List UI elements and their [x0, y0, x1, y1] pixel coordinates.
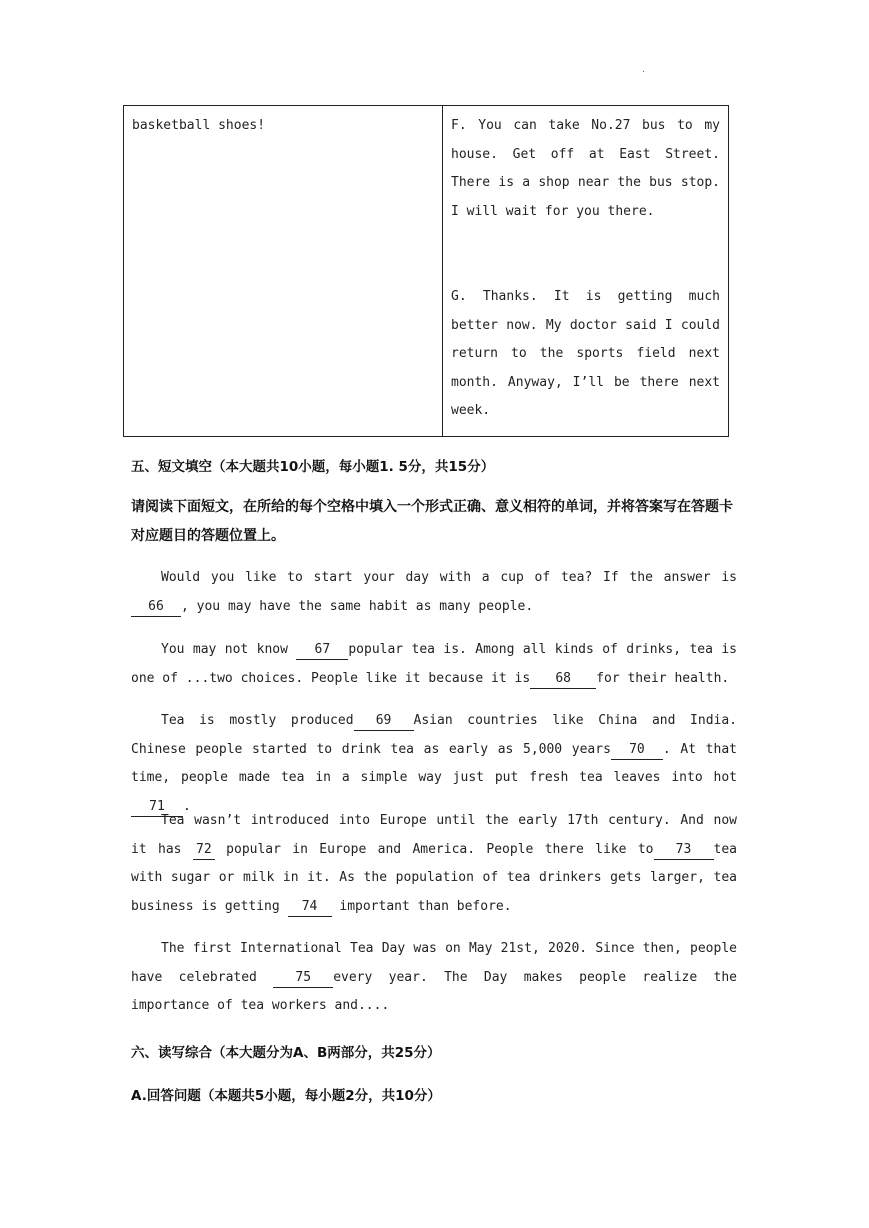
blank-74[interactable]: 74: [288, 898, 332, 917]
section-5-instruction: 请阅读下面短文，在所给的每个空格中填入一个形式正确、意义相符的单词，并将答案写在答题卡对应题目的答题位置上。: [131, 499, 733, 544]
left-cell: [124, 106, 443, 437]
blank-75[interactable]: 75: [273, 969, 333, 988]
option-spacer: [451, 226, 720, 283]
passage-paragraph-5: The first International Tea Day was on May 21st, 2020. Since then, people have celebrated 75 every year. The Day makes people realize the importance of tea workers and....: [131, 941, 737, 1013]
blank-71[interactable]: 71: [131, 798, 183, 817]
corner-mark: .: [642, 64, 646, 75]
passage-paragraph-4: Tea wasn’t introduced into Europe until the early 17th century. And now it has 72 popular in Europe and America. People there like to 73 tea with sugar or milk in it. As the population of tea drinkers gets larger, tea business is getting 74 important than before.: [131, 807, 737, 921]
passage-paragraph-1: Would you like to start your day with a cup of tea? If the answer is66 , you may have the same habit as many people.: [131, 564, 737, 621]
passage-paragraph-2: You may not know 67 popular tea is. Among all kinds of drinks, tea is one of ...two choices. People like it because it is 68 for their health.: [131, 636, 737, 693]
blank-72[interactable]: 72: [193, 841, 215, 860]
section-5-title: 五、短文填空（本大题共10小题，每小题1. 5分，共15分）: [131, 459, 495, 475]
section-6-title: 六、读写综合（本大题分为A、B两部分，共25分）: [131, 1045, 441, 1061]
blank-66[interactable]: 66: [131, 598, 181, 617]
passage-paragraph-3: Tea is mostly produced 69 Asian countries like China and India. Chinese people started to drink tea as early as 5,000 years 70 . At that time, people made tea in a simple way just put fresh tea leaves into hot71 .: [131, 707, 737, 821]
blank-68[interactable]: 68: [530, 670, 596, 689]
blank-70[interactable]: 70: [611, 741, 663, 760]
blank-69[interactable]: 69: [354, 712, 414, 731]
option-f: F. You can take No.27 bus to my house. Get off at East Street. There is a shop near the bus stop. I will wait for you there.: [451, 118, 720, 219]
blank-73[interactable]: 73: [654, 841, 714, 860]
option-g: G. Thanks. It is getting much better now. My doctor said I could return to the sports field next month. Anyway, I’ll be there next week.: [451, 289, 720, 418]
left-cell-text: basketball shoes!: [132, 118, 266, 133]
table-row: [124, 106, 729, 437]
right-cell: [443, 106, 729, 437]
section-6-part-a: A.回答问题（本题共5小题，每小题2分，共10分）: [131, 1088, 441, 1104]
blank-67[interactable]: 67: [296, 641, 348, 660]
matching-table: [123, 105, 729, 437]
